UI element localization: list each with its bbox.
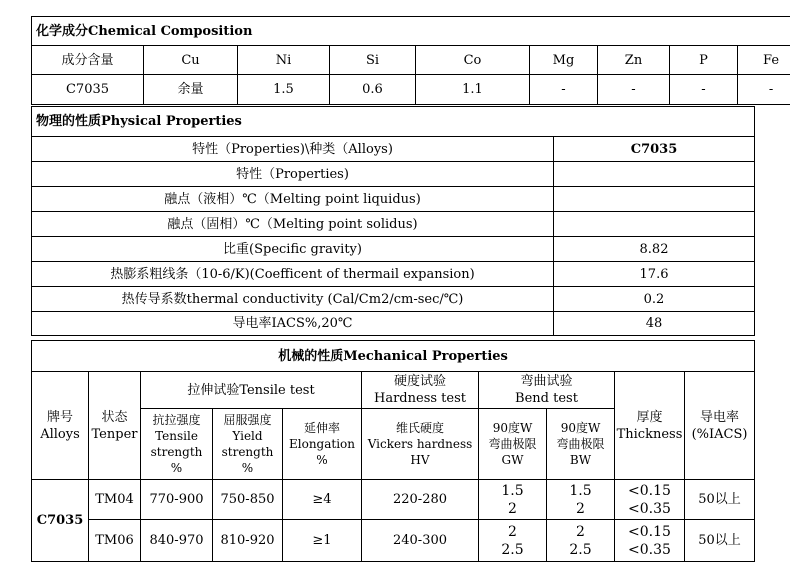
mechanical-section-title: 机械的性质Mechanical Properties <box>32 341 755 372</box>
chemical-cell: 0.6 <box>330 75 416 105</box>
chemical-data-row <box>32 75 790 105</box>
gw-cell: 2 2.5 <box>479 520 547 562</box>
conductivity-cell: 50以上 <box>685 480 755 520</box>
tensile-test-header: 拉伸试验Tensile test <box>141 372 362 409</box>
thickness-header: 厚度 Thickness <box>615 372 685 480</box>
elongation-header: 延伸率 Elongation % <box>283 409 362 480</box>
physical-label: 特性（Properties)\种类（Alloys) <box>32 137 554 162</box>
physical-value: C7035 <box>554 137 755 162</box>
physical-label: 特性（Properties) <box>32 162 554 187</box>
physical-value <box>554 162 755 187</box>
chemical-composition-table <box>31 16 790 105</box>
chemical-header-cell: Zn <box>598 46 670 75</box>
physical-row <box>32 237 755 262</box>
conductivity-cell: 50以上 <box>685 520 755 562</box>
chemical-header-cell: P <box>670 46 738 75</box>
bw-cell: 2 2.5 <box>547 520 615 562</box>
physical-row <box>32 212 755 237</box>
temper-cell: TM06 <box>89 520 141 562</box>
gw-cell: 1.5 2 <box>479 480 547 520</box>
physical-label: 融点（固相）℃（Melting point solidus) <box>32 212 554 237</box>
tensile-cell: 840-970 <box>141 520 213 562</box>
chemical-cell: C7035 <box>32 75 144 105</box>
physical-label: 导电率IACS%,20℃ <box>32 312 554 336</box>
physical-section-title: 物理的性质Physical Properties <box>32 107 755 137</box>
physical-value <box>554 187 755 212</box>
bend-bw-header: 90度W 弯曲极限 BW <box>547 409 615 480</box>
physical-label: 热膨系粗线条（10-6/K)(Coefficent of thermail expansion) <box>32 262 554 287</box>
physical-value: 17.6 <box>554 262 755 287</box>
physical-label: 热传导系数thermal conductivity (Cal/Cm2/cm-sec/℃) <box>32 287 554 312</box>
physical-row <box>32 137 755 162</box>
chemical-header-row <box>32 46 790 75</box>
physical-label: 融点（液相）℃（Melting point liquidus) <box>32 187 554 212</box>
chemical-cell: - <box>530 75 598 105</box>
alloy-header: 牌号 Alloys <box>32 372 89 480</box>
chemical-header-cell: Mg <box>530 46 598 75</box>
physical-value <box>554 212 755 237</box>
elongation-cell: ≥4 <box>283 480 362 520</box>
chemical-cell: - <box>598 75 670 105</box>
chemical-header-cell: 成分含量 <box>32 46 144 75</box>
physical-properties-table <box>31 106 755 336</box>
physical-value: 48 <box>554 312 755 336</box>
mechanical-data-row <box>32 520 755 562</box>
chemical-header-cell: Si <box>330 46 416 75</box>
conductivity-header: 导电率 (%IACS) <box>685 372 755 480</box>
mechanical-header-row <box>32 372 755 409</box>
mechanical-data-row <box>32 480 755 520</box>
chemical-cell: - <box>738 75 790 105</box>
alloy-cell: C7035 <box>32 480 89 562</box>
physical-row <box>32 287 755 312</box>
physical-value: 0.2 <box>554 287 755 312</box>
physical-value: 8.82 <box>554 237 755 262</box>
physical-row <box>32 262 755 287</box>
temper-cell: TM04 <box>89 480 141 520</box>
hardness-cell: 240-300 <box>362 520 479 562</box>
thickness-cell: <0.15 <0.35 <box>615 520 685 562</box>
bw-cell: 1.5 2 <box>547 480 615 520</box>
temper-header: 状态 Tenper <box>89 372 141 480</box>
thickness-cell: <0.15 <0.35 <box>615 480 685 520</box>
vickers-hardness-header: 维氏硬度 Vickers hardness HV <box>362 409 479 480</box>
bend-test-header: 弯曲试验 Bend test <box>479 372 615 409</box>
physical-row <box>32 312 755 336</box>
physical-row <box>32 162 755 187</box>
hardness-test-header: 硬度试验 Hardness test <box>362 372 479 409</box>
chemical-header-cell: Co <box>416 46 530 75</box>
physical-label: 比重(Specific gravity) <box>32 237 554 262</box>
elongation-cell: ≥1 <box>283 520 362 562</box>
chemical-header-cell: Cu <box>144 46 238 75</box>
yield-cell: 750-850 <box>213 480 283 520</box>
chemical-header-cell: Fe <box>738 46 790 75</box>
chemical-cell: 1.1 <box>416 75 530 105</box>
bend-gw-header: 90度W 弯曲极限 GW <box>479 409 547 480</box>
hardness-cell: 220-280 <box>362 480 479 520</box>
mechanical-properties-table <box>31 340 755 562</box>
physical-row <box>32 187 755 212</box>
chemical-section-title: 化学成分Chemical Composition <box>32 17 790 46</box>
yield-strength-header: 屈服强度 Yield strength % <box>213 409 283 480</box>
chemical-header-cell: Ni <box>238 46 330 75</box>
tensile-strength-header: 抗拉强度 Tensile strength % <box>141 409 213 480</box>
yield-cell: 810-920 <box>213 520 283 562</box>
tensile-cell: 770-900 <box>141 480 213 520</box>
chemical-cell: 余量 <box>144 75 238 105</box>
chemical-cell: 1.5 <box>238 75 330 105</box>
chemical-cell: - <box>670 75 738 105</box>
